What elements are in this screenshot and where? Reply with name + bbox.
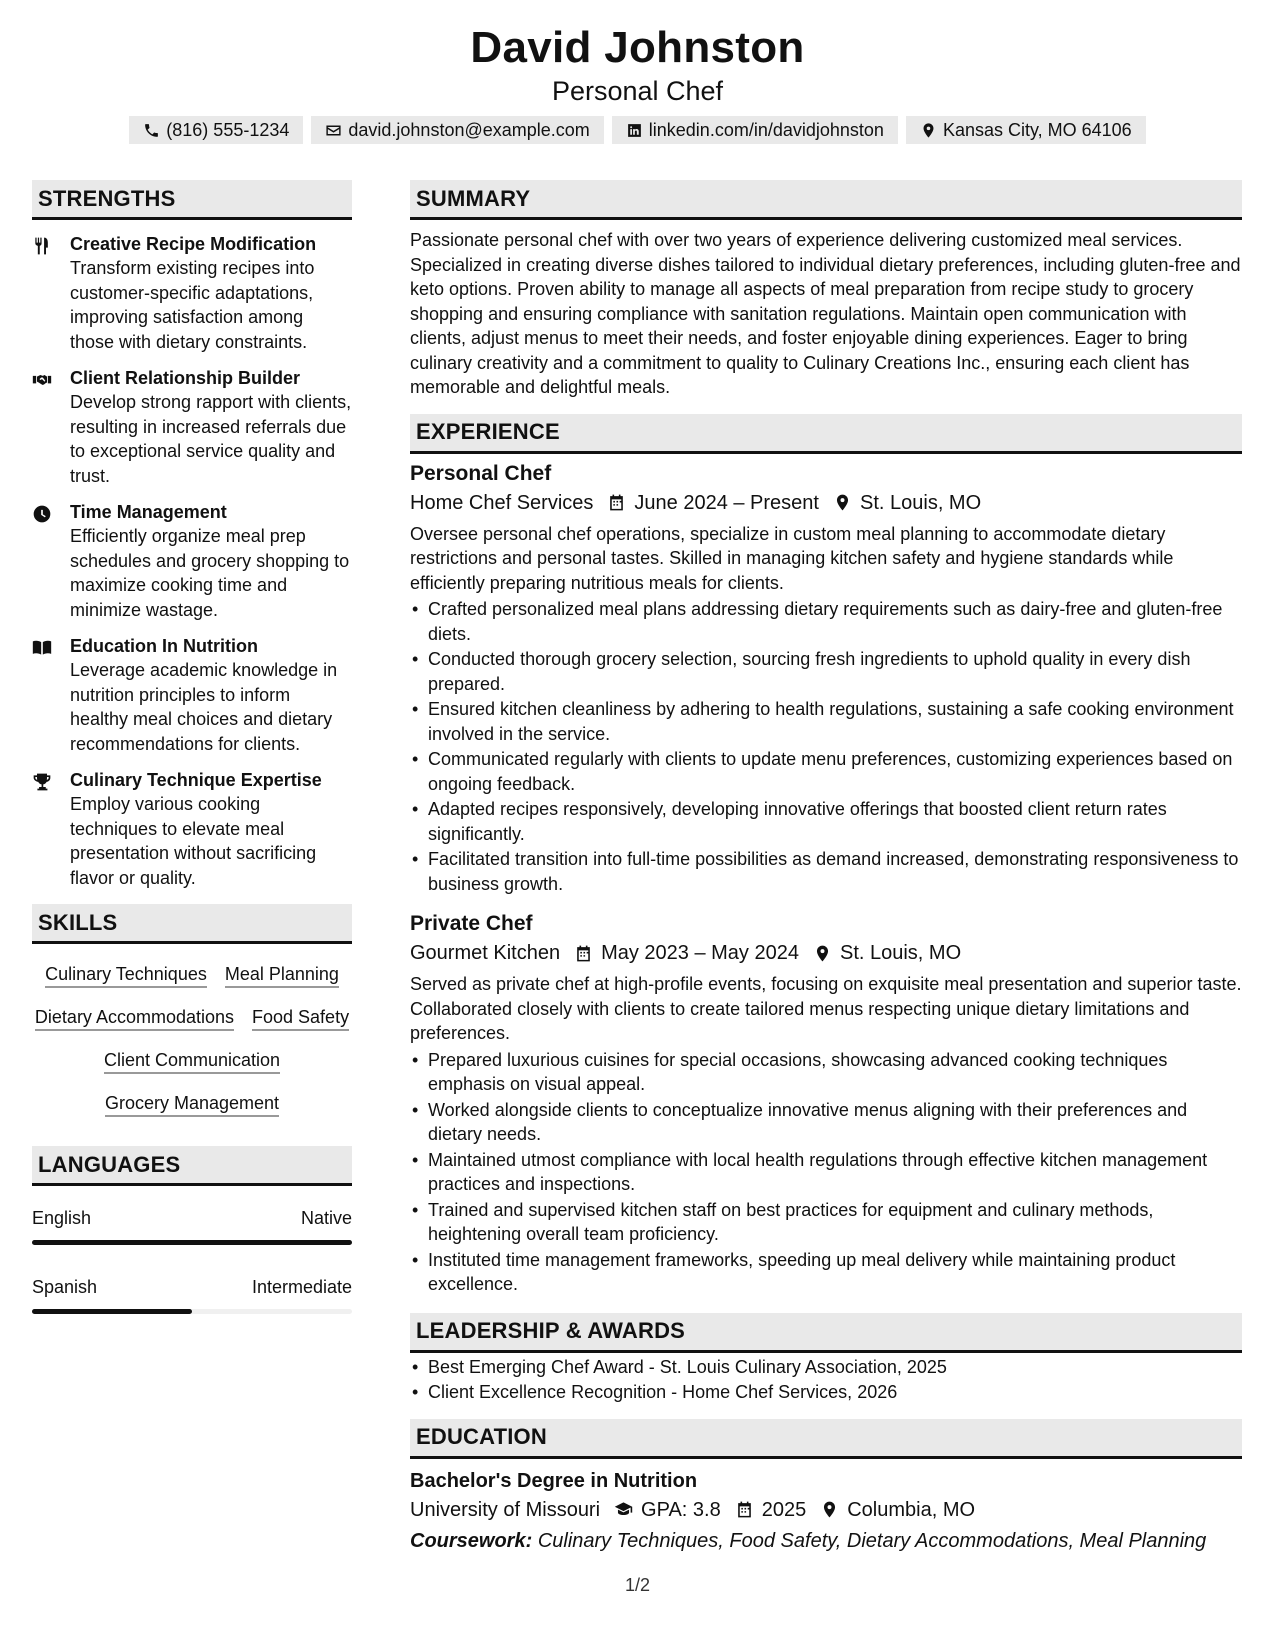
strength-item [32,634,352,756]
strength-desc: Employ various cooking techniques to elevate meal presentation without sacrificing flavor or quality. [70,794,317,888]
gpa: GPA: 3.8 [641,1498,721,1521]
strength-desc: Leverage academic knowledge in nutrition principles to inform healthy meal choices and dietary recommendations for clients. [70,660,338,754]
job-dates: May 2023 – May 2024 [601,942,799,964]
awards-heading: LEADERSHIP & AWARDS [410,1313,1242,1353]
resume-header [0,22,1275,144]
education-heading: EDUCATION [410,1419,1242,1459]
language-item [32,1206,352,1245]
job-title: Private Chef [410,912,533,935]
language-proficiency-bar [32,1309,352,1314]
strength-item [32,366,352,488]
coursework [410,1527,1242,1555]
job-entry [410,460,1242,897]
language-name: English [32,1208,92,1228]
handshake-icon [32,370,52,390]
map-marker-icon [820,1500,839,1519]
job-title: Personal Chef [410,461,552,485]
skill-tag: Culinary Techniques [45,962,207,988]
contact-location [906,116,1146,144]
strength-item [32,768,352,890]
candidate-name: David Johnston [470,23,805,72]
job-location: St. Louis, MO [839,942,962,964]
job-description: Oversee personal chef operations, specialize in custom meal planning to accommodate dietary restrictions and personal tastes. Skilled in managing kitchen safety and hygiene standards while efficiently preparing nutritious meals for clients. [410,523,1174,593]
calendar-icon [574,944,593,963]
job-bullets [410,597,1242,896]
page-number: 1/2 [624,1575,651,1595]
language-proficiency-fill [32,1240,352,1245]
strength-item [32,232,352,354]
calendar-icon [607,493,626,512]
strength-title: Creative Recipe Modification [70,234,317,254]
job-bullet: • Ensured kitchen cleanliness by adhering to health regulations, sustaining a safe cooking environment involved in the service. [410,697,1242,746]
summary-heading: SUMMARY [410,180,1242,220]
graduation-year: 2025 [761,1498,807,1521]
summary-text: Passionate personal chef with over two years of experience delivering customized meal services. Specialized in creating diverse dishes tailored to individual dietary preferences, including gluten-free and keto options. Proven ability to manage all aspects of meal preparation from recipe study to grocery shopping and ensuring compliance with sanitation regulations. Maintain open communication with clients, adjust menus to meet their needs, and foster enjoyable dining experiences. Eager to bring culinary creativity and a commitment to quality to Culinary Creations Inc., ensuring each client has memorable and delightful meals. [410,230,1241,397]
strength-desc: Transform existing recipes into customer-specific adaptations, improving satisfaction among those with dietary constraints. [70,258,315,352]
linkedin-icon [626,122,643,139]
award-item: • Client Excellence Recognition - Home Chef Services, 2026 [410,1380,1242,1405]
strength-title: Time Management [70,502,227,522]
degree-title: Bachelor's Degree in Nutrition [410,1469,698,1492]
job-bullet: • Adapted recipes responsively, developing innovative offerings that boosted client return rates significantly. [410,797,1242,846]
language-level: Intermediate [251,1277,352,1297]
strength-desc: Develop strong rapport with clients, resulting in increased referrals due to exceptional service quality and trust. [70,392,352,486]
job-bullet: • Worked alongside clients to conceptualize innovative menus aligning with their preferences and dietary needs. [410,1098,1242,1147]
clock-icon [32,504,52,524]
skill-tag: Dietary Accommodations [35,1005,234,1031]
job-meta [410,488,1242,518]
calendar-icon [735,1500,754,1519]
job-bullet: • Facilitated transition into full-time possibilities as demand increased, demonstrating responsiveness to business growth. [410,847,1242,896]
contact-linkedin-text: linkedin.com/in/davidjohnston [648,119,884,140]
job-bullet: • Communicated regularly with clients to update menu preferences, customizing experiences based on ongoing feedback. [410,747,1242,796]
contact-email-text: david.johnston@example.com [348,119,590,140]
job-bullet: • Conducted thorough grocery selection, sourcing fresh ingredients to uphold quality in every dish prepared. [410,647,1242,696]
strength-desc: Efficiently organize meal prep schedules and grocery shopping to maximize cooking time and minimize wastage. [70,526,350,620]
job-meta [410,938,1242,968]
graduation-cap-icon [614,1500,633,1519]
skill-tag: Grocery Management [105,1091,279,1117]
job-bullet: • Instituted time management frameworks, speeding up meal delivery while maintaining product excellence. [410,1248,1242,1297]
strength-title: Client Relationship Builder [70,368,301,388]
contact-email[interactable] [311,116,603,144]
candidate-title: Personal Chef [551,76,724,106]
skills-heading: SKILLS [32,904,352,944]
strength-item [32,500,352,622]
contact-phone[interactable] [129,116,303,144]
envelope-icon [325,122,342,139]
contact-location-text: Kansas City, MO 64106 [942,119,1132,140]
left-column [32,180,352,1314]
languages-heading: LANGUAGES [32,1146,352,1186]
job-bullet: • Trained and supervised kitchen staff on best practices for equipment and culinary methods, heightening overall team proficiency. [410,1198,1242,1247]
language-proficiency-fill [32,1309,192,1314]
job-bullet: • Prepared luxurious cuisines for special occasions, showcasing advanced cooking techniques emphasis on visual appeal. [410,1048,1242,1097]
map-marker-icon [920,122,937,139]
language-name: Spanish [32,1277,98,1297]
job-company: Gourmet Kitchen [410,942,561,964]
right-column [410,180,1242,1555]
job-bullet: • Maintained utmost compliance with local health regulations through effective kitchen management practices and inspections. [410,1148,1242,1197]
language-item [32,1275,352,1314]
job-bullets [410,1048,1242,1297]
skill-tag: Client Communication [104,1048,280,1074]
coursework-label: Coursework: [410,1529,533,1552]
language-proficiency-bar [32,1240,352,1245]
contact-linkedin[interactable] [612,116,898,144]
utensils-icon [32,236,52,256]
job-dates: June 2024 – Present [634,491,819,514]
awards-list [410,1355,1242,1405]
strengths-heading: STRENGTHS [32,180,352,220]
experience-heading: EXPERIENCE [410,414,1242,454]
job-location: St. Louis, MO [860,491,982,514]
contact-bar [0,116,1275,144]
skill-tag: Food Safety [252,1005,349,1031]
strength-title: Culinary Technique Expertise [70,770,322,790]
job-bullet: • Crafted personalized meal plans addressing dietary requirements such as dairy-free and gluten-free diets. [410,597,1242,646]
school-name: University of Missouri [410,1498,601,1521]
education-location: Columbia, MO [847,1498,976,1521]
skills-list [32,944,352,1146]
trophy-icon [32,772,52,792]
book-icon [32,638,52,658]
language-level: Native [300,1208,352,1228]
education-meta [410,1495,1242,1525]
job-description: Served as private chef at high-profile events, focusing on exquisite meal presentation and superior taste. Collaborated closely with clients to create tailored menus respecting unique dietary limitations and preferences. [410,974,1242,1043]
skill-tag: Meal Planning [225,962,339,988]
strengths-list [32,232,352,904]
map-marker-icon [813,944,832,963]
job-company: Home Chef Services [410,491,594,514]
phone-icon [143,122,160,139]
contact-phone-text: (816) 555-1234 [166,119,290,140]
award-item: • Best Emerging Chef Award - St. Louis Culinary Association, 2025 [410,1355,1242,1380]
job-entry [410,910,1242,1297]
map-marker-icon [833,493,852,512]
strength-title: Education In Nutrition [70,636,258,656]
coursework-list: Culinary Techniques, Food Safety, Dietary Accommodations, Meal Planning [537,1529,1207,1552]
